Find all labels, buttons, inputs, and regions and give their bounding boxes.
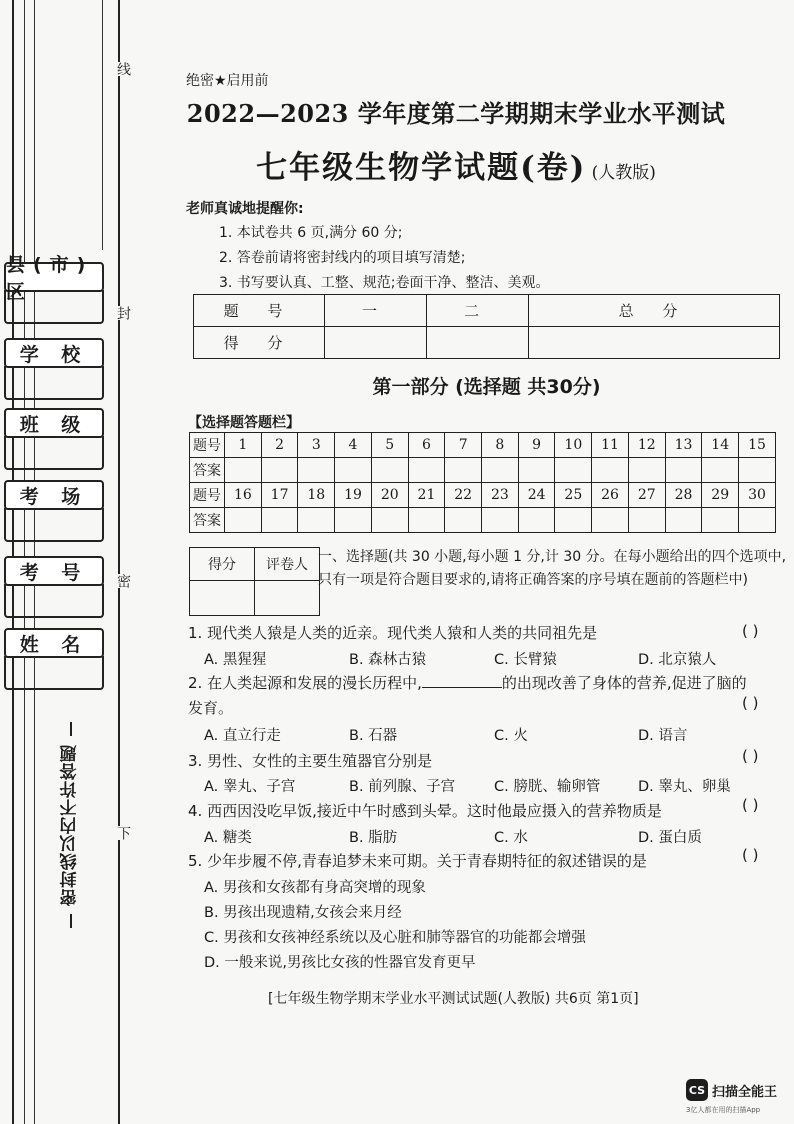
grid-answer-cell[interactable]: [702, 458, 739, 483]
grid-question-number: 14: [702, 433, 739, 458]
grid-question-number: 19: [335, 483, 372, 508]
option: C. 火: [494, 728, 528, 744]
grader-box: [189, 547, 320, 616]
grid-question-number: 6: [408, 433, 445, 458]
grid-question-number: 18: [298, 483, 335, 508]
edition-label: (人教版): [591, 163, 656, 183]
field-class-label: 班 级: [4, 408, 104, 438]
grid-answer-cell[interactable]: [555, 508, 592, 533]
exam-title: 2022—2023 学年度第二学期期末学业水平测试: [186, 99, 726, 128]
option: C. 水: [494, 830, 528, 846]
grid-answer-cell[interactable]: [665, 458, 702, 483]
reminder-note: 2. 答卷前请将密封线内的项目填写清楚;: [219, 250, 466, 266]
grid-question-number: 9: [518, 433, 555, 458]
grid-answer-cell[interactable]: [225, 508, 262, 533]
question-stem: [188, 672, 747, 693]
grid-question-number: 3: [298, 433, 335, 458]
binding-mark-seal: 封: [115, 306, 131, 320]
fill-blank[interactable]: [422, 673, 502, 688]
grid-question-number: 15: [739, 433, 776, 458]
option: B. 脂肪: [349, 830, 398, 846]
scanner-tagline: 3亿人都在用的扫描App: [686, 1106, 761, 1114]
grader-reviewer-cell[interactable]: [255, 581, 320, 616]
binding-line: [102, 0, 103, 250]
binding-mark-secret: 密: [115, 574, 131, 588]
field-exam-number-label: 考 号: [4, 556, 104, 586]
field-county-label: 县(市)区: [4, 262, 104, 292]
grid-question-number: 12: [628, 433, 665, 458]
reminder-note: 1. 本试卷共 6 页,满分 60 分;: [219, 225, 403, 241]
option: D. 北京猿人: [638, 652, 717, 668]
grid-answer-cell[interactable]: [518, 508, 555, 533]
grid-question-number: 28: [665, 483, 702, 508]
seal-dash: [70, 914, 72, 928]
grid-answer-cell[interactable]: [298, 508, 335, 533]
grid-ans-label: 答案: [190, 508, 225, 533]
grid-question-number: 11: [592, 433, 629, 458]
answer-paren[interactable]: ( ): [742, 846, 759, 864]
grid-question-number: 13: [665, 433, 702, 458]
answer-paren[interactable]: ( ): [742, 796, 759, 814]
answer-bar-label: 【选择题答题栏】: [188, 415, 300, 431]
score-cell[interactable]: [427, 327, 529, 359]
seal-note: 密封线以内不许答题: [60, 744, 81, 906]
grid-num-label: 题号: [190, 433, 225, 458]
grid-answer-cell[interactable]: [518, 458, 555, 483]
grid-answer-cell[interactable]: [739, 508, 776, 533]
answer-paren[interactable]: ( ): [742, 747, 759, 765]
question-stem-cont: 发育。: [188, 699, 234, 717]
grid-answer-cell[interactable]: [335, 508, 372, 533]
score-cell[interactable]: [325, 327, 427, 359]
score-table-header: 二: [427, 295, 529, 327]
field-exam-room-label: 考 场: [4, 480, 104, 510]
grader-score-label: 得分: [190, 548, 255, 581]
page-footer: [七年级生物学期末学业水平测试试题(人教版) 共6页 第1页]: [268, 991, 639, 1007]
scanner-logo-icon: CS: [686, 1079, 708, 1101]
grader-score-cell[interactable]: [190, 581, 255, 616]
grid-question-number: 25: [555, 483, 592, 508]
grid-answer-cell[interactable]: [739, 458, 776, 483]
option: B. 森林古猿: [349, 652, 427, 668]
scanner-app-name: 扫描全能王: [712, 1085, 778, 1100]
grid-answer-cell[interactable]: [482, 458, 519, 483]
binding-line: [118, 0, 120, 1124]
grid-question-number: 17: [261, 483, 298, 508]
grid-question-number: 30: [739, 483, 776, 508]
grid-answer-cell[interactable]: [702, 508, 739, 533]
option: A. 直立行走: [204, 728, 281, 744]
option: B. 石器: [349, 728, 398, 744]
score-table-header: 题 号: [194, 295, 325, 327]
grid-question-number: 4: [335, 433, 372, 458]
field-exam-number-input[interactable]: [4, 584, 104, 618]
confidential-label: 绝密★启用前: [186, 73, 269, 89]
option: D. 蛋白质: [638, 830, 702, 846]
grid-question-number: 27: [628, 483, 665, 508]
option: B. 前列腺、子宫: [349, 779, 456, 795]
grid-ans-label: 答案: [190, 458, 225, 483]
grid-question-number: 24: [518, 483, 555, 508]
grid-question-number: 21: [408, 483, 445, 508]
field-name-input[interactable]: [4, 656, 104, 690]
grid-question-number: 8: [482, 433, 519, 458]
option: B. 男孩出现遗精,女孩会来月经: [204, 905, 402, 921]
option: A. 男孩和女孩都有身高突增的现象: [204, 880, 426, 896]
option: D. 语言: [638, 728, 688, 744]
grid-answer-cell[interactable]: [335, 458, 372, 483]
grid-question-number: 2: [261, 433, 298, 458]
question-stem: 5. 少年步履不停,青春追梦未来可期。关于青春期特征的叙述错误的是: [188, 852, 647, 870]
grid-question-number: 16: [225, 483, 262, 508]
answer-paren[interactable]: ( ): [742, 694, 759, 712]
binding-mark-line: 线: [115, 62, 131, 76]
question-stem: 4. 西西因没吃早饭,接近中午时感到头晕。这时他最应摄入的营养物质是: [188, 802, 662, 820]
option: C. 男孩和女孩神经系统以及心脏和肺等器官的功能都会增强: [204, 930, 586, 946]
field-class-input[interactable]: [4, 436, 104, 470]
grid-question-number: 22: [445, 483, 482, 508]
field-county-input[interactable]: [4, 290, 104, 324]
score-cell[interactable]: [529, 327, 780, 359]
grid-question-number: 29: [702, 483, 739, 508]
grid-answer-cell[interactable]: [555, 458, 592, 483]
grid-answer-cell[interactable]: [261, 508, 298, 533]
field-exam-room-input[interactable]: [4, 508, 104, 542]
grid-answer-cell[interactable]: [445, 458, 482, 483]
grid-question-number: 20: [371, 483, 408, 508]
question-stem: 1. 现代类人猿是人类的近亲。现代类人猿和人类的共同祖先是: [188, 624, 598, 642]
grid-answer-cell[interactable]: [628, 508, 665, 533]
option: C. 膀胱、输卵管: [494, 779, 601, 795]
grid-answer-cell[interactable]: [408, 458, 445, 483]
grid-answer-cell[interactable]: [225, 458, 262, 483]
grid-answer-cell[interactable]: [445, 508, 482, 533]
reminder-heading: 老师真诚地提醒你:: [186, 201, 304, 217]
score-table-label: 得 分: [194, 327, 325, 359]
option: A. 睾丸、子宫: [204, 779, 296, 795]
exam-subtitle: 七年级生物学试题(卷): [256, 150, 587, 186]
part-heading: 第一部分 (选择题 共30分): [372, 376, 601, 398]
question-stem: 3. 男性、女性的主要生殖器官分别是: [188, 752, 433, 770]
score-table: [193, 294, 780, 359]
score-table-header: 一: [325, 295, 427, 327]
field-school-input[interactable]: [4, 366, 104, 400]
grid-answer-cell[interactable]: [628, 458, 665, 483]
answer-grid: [189, 432, 776, 533]
option: A. 黑猩猩: [204, 652, 267, 668]
grid-answer-cell[interactable]: [408, 508, 445, 533]
binding-mark-down: 下: [115, 826, 131, 840]
grid-answer-cell[interactable]: [592, 508, 629, 533]
grid-question-number: 26: [592, 483, 629, 508]
option: A. 糖类: [204, 830, 252, 846]
grid-answer-cell[interactable]: [482, 508, 519, 533]
option: C. 长臂猿: [494, 652, 557, 668]
question-stem-part: 的出现改善了身体的营养,促进了脑的: [501, 674, 747, 692]
grid-answer-cell[interactable]: [261, 458, 298, 483]
option: D. 一般来说,男孩比女孩的性器官发育更早: [204, 955, 476, 971]
section-intro: 一、选择题(共 30 小题,每小题 1 分,计 30 分。在每小题给出的四个选项中,只有一项是符合题目要求的,请将正确答案的序号填在题前的答题栏中): [318, 549, 787, 588]
field-name-label: 姓 名: [4, 628, 104, 658]
seal-dash: [70, 722, 72, 736]
option: D. 睾丸、卵巢: [638, 779, 731, 795]
grid-question-number: 5: [371, 433, 408, 458]
grid-question-number: 1: [225, 433, 262, 458]
reminder-note: 3. 书写要认真、工整、规范;卷面干净、整洁、美观。: [219, 275, 550, 291]
grid-question-number: 10: [555, 433, 592, 458]
grid-question-number: 7: [445, 433, 482, 458]
question-stem-part: 2. 在人类起源和发展的漫长历程中,: [188, 674, 422, 692]
grader-reviewer-label: 评卷人: [255, 548, 320, 581]
grid-answer-cell[interactable]: [371, 508, 408, 533]
grid-answer-cell[interactable]: [665, 508, 702, 533]
grid-answer-cell[interactable]: [298, 458, 335, 483]
field-school-label: 学 校: [4, 338, 104, 368]
score-table-header: 总 分: [529, 295, 780, 327]
grid-answer-cell[interactable]: [592, 458, 629, 483]
grid-num-label: 题号: [190, 483, 225, 508]
grid-answer-cell[interactable]: [371, 458, 408, 483]
grid-question-number: 23: [482, 483, 519, 508]
subtitle-row: [186, 142, 726, 187]
answer-paren[interactable]: ( ): [742, 622, 759, 640]
